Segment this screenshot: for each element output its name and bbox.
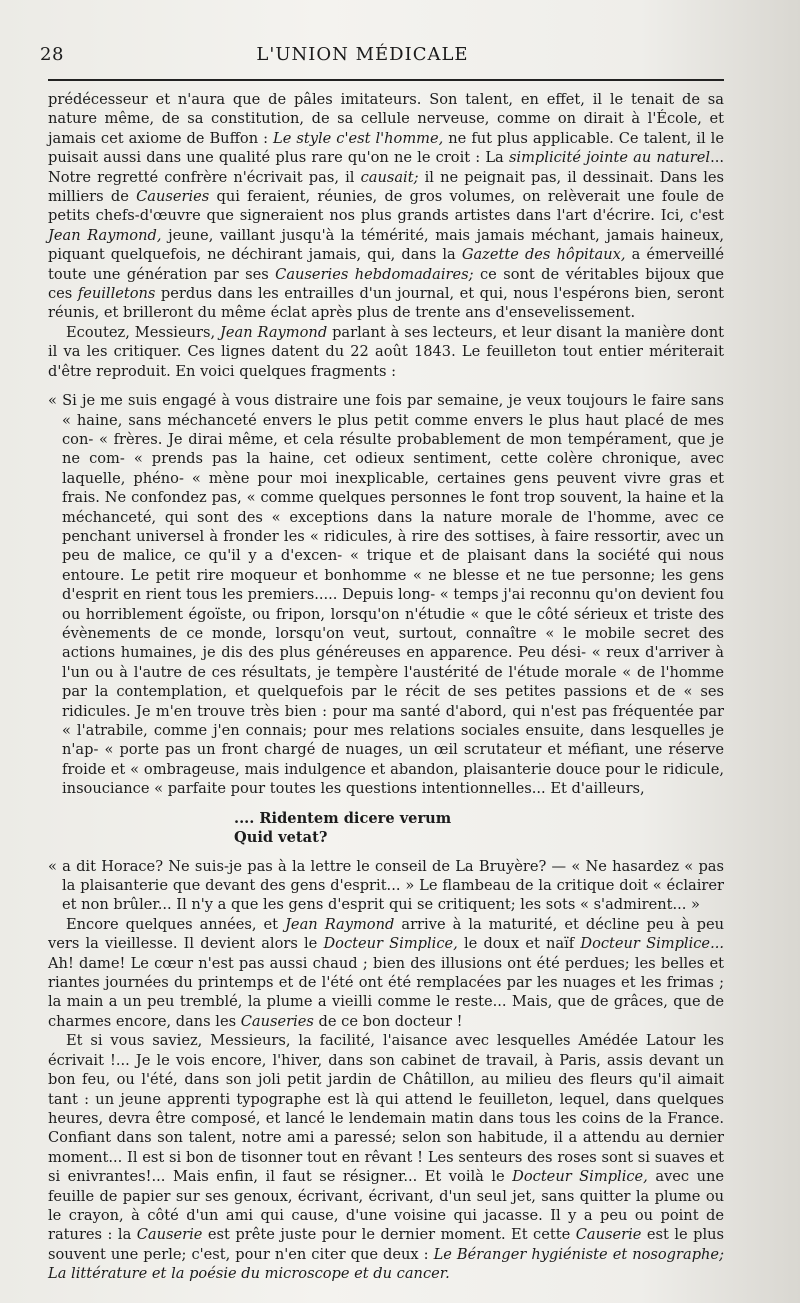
verse-line-2: Quid vetat? xyxy=(234,828,328,846)
article-body xyxy=(48,90,724,1284)
quotation-text-2: « a dit Horace? Ne suis-je pas à la lettre le conseil de La Bruyère? — « Ne hasardez « pas la plaisanterie que devant des gens d'esprit... » Le flambeau de la critique doit « éclairer et non brûler... Il n'y a que les gens d'esprit qui se critiquent; les sots « s'admirent... » xyxy=(48,857,724,914)
page-number: 28 xyxy=(40,44,64,65)
quotation-block-2 xyxy=(48,857,724,915)
running-head: L'UNION MÉDICALE xyxy=(256,44,469,65)
page-header xyxy=(0,44,725,74)
latin-verse xyxy=(234,809,724,847)
quotation-block xyxy=(48,391,724,799)
paragraph-4: Et si vous saviez, Messieurs, la facilité, l'aisance avec lesquelles Amédée Latour les écrivait !... Je le vois encore, l'hiver, dans son cabinet de travail, à Paris, assis devant un bon feu, ou l'été, dans son joli petit jardin de Châtillon, au milieu des fleurs qu'il aimait tant : un jeune apprenti typographe est là qui attend le feuilleton, lequel, dans quelques heures, devra être composé, et lancé le lendemain matin dans tous les coins de la France. Confiant dans son talent, notre ami a paressé; selon son habitude, il a attendu au dernier moment... Il est si bon de tisonner tout en rêvant ! Les senteurs des roses sont si suaves et si enivrantes!... Mais enfin, il faut se résigner... Et voilà le Docteur Simplice, avec une feuille de papier sur ses genoux, écrivant, écrivant, d'un seul jet, sans quitter la plume ou le crayon, à côté d'un ami qui cause, d'une voisine qui jacasse. Il y a peu ou point de ratures : la Causerie est prête juste pour le dernier moment. Et cette Causerie est le plus souvent une perle; c'est, pour n'en citer que deux : Le Béranger hygiéniste et nosographe; La littérature et la poésie du microscope et du cancer. xyxy=(48,1032,725,1283)
paragraph-3: Encore quelques années, et Jean Raymond arrive à la maturité, et décline peu à peu vers la vieillesse. Il devient alors le Docteur Simplice, le doux et naïf Docteur Simplice... Ah! dame! Le cœur n'est pas aussi chaud ; bien des illusions ont été perdues; les belles et riantes journées du printemps et de l'été ont été remplacées par les nuages et les frimas ; la main a un peu tremblé, la plume a vieilli comme le reste... Mais, que de grâces, que de charmes encore, dans les Causeries de ce bon docteur ! xyxy=(48,915,724,1030)
quotation-text: « Si je me suis engagé à vous distraire une fois par semaine, je veux toujours le faire sans « haine, sans méchanceté envers le plus petit comme envers le plus haut placé de mes con- « frères. Je dirai même, et cela résulte probablement de mon tempérament, que je ne com- « prends pas la haine, cet odieux sentiment, cette colère chronique, avec laquelle, phéno- « mène pour moi inexplicable, certaines gens peuvent vivre gras et frais. Ne confondez pas, « comme quelques personnes le font trop souvent, la haine et la méchanceté, qui sont des « exceptions dans la nature morale de l'homme, avec ce penchant universel à fronder les « ridicules, à rire des sottises, à faire ressortir, avec un peu de malice, ce qu'il y a d'excen- « trique et de plaisant dans la société qui nous entoure. Le petit rire moqueur et bonhomme « ne blesse et ne tue personne; les gens d'esprit en rient tous les premiers..... Depuis long- « temps j'ai reconnu qu'on devient fou ou horriblement égoïste, ou fripon, lorsqu'on n'étudie « que le côté sérieux et triste des évènements de ce monde, lorsqu'on veut, surtout, connaître « le mobile secret des actions humaines, je dis des plus généreuses en apparence. Peu dési- « reux d'arriver à l'un ou à l'autre de ces résultats, je tempère l'austérité de l'étude morale « de l'homme par la contemplation, et quelquefois par le récit de ses petites passions et de « ses ridicules. Je m'en trouve très bien : pour ma santé d'abord, qui n'est pas fréquentée par « l'atrabile, comme j'en connais; pour mes relations sociales ensuite, dans lesquelles je n'ap- « porte pas un front chargé de nuages, un œil scrutateur et méfiant, une réserve froide et « ombrageuse, mais indulgence et abandon, plaisanterie douce pour le ridicule, insouciance « parfaite pour toutes les questions intentionnelles... Et d'ailleurs, xyxy=(48,392,724,798)
header-rule xyxy=(48,79,724,81)
paragraph-1: prédécesseur et n'aura que de pâles imitateurs. Son talent, en effet, il le tenait de sa nature même, de sa constitution, de sa cellule nerveuse, comme on dirait à l'École, et jamais cet axiome de Buffon : Le style c'est l'homme, ne fut plus applicable. Ce talent, il le puisait aussi dans une qualité plus rare qu'on ne le croit : La simplicité jointe au naturel... Notre regretté confrère n'écrivait pas, il causait; il ne peignait pas, il dessinait. Dans les milliers de Causeries qui feraient, réunies, de gros volumes, on relèverait une foule de petits chefs-d'œuvre que signeraient nos plus grands artistes dans l'art d'écrire. Ici, c'est Jean Raymond, jeune, vaillant jusqu'à la témérité, mais jamais méchant, jamais haineux, piquant quelquefois, ne déchirant jamais, qui, dans la Gazette des hôpitaux, a émerveillé toute une génération par ses Causeries hebdomadaires; ce sont de véritables bijoux que ces feuilletons perdus dans les entrailles d'un journal, et qui, nous l'espérons bien, seront réunis, et brilleront du même éclat après plus de trente ans d'ensevelissement. xyxy=(48,91,725,322)
verse-line-1: .... Ridentem dicere verum xyxy=(234,809,452,827)
paragraph-2: Ecoutez, Messieurs, Jean Raymond parlant à ses lecteurs, et leur disant la manière dont il va les critiquer. Ces lignes datent du 22 août 1843. Le feuilleton tout entier mériterait d'être reproduit. En voici quelques fragments : xyxy=(48,323,724,380)
